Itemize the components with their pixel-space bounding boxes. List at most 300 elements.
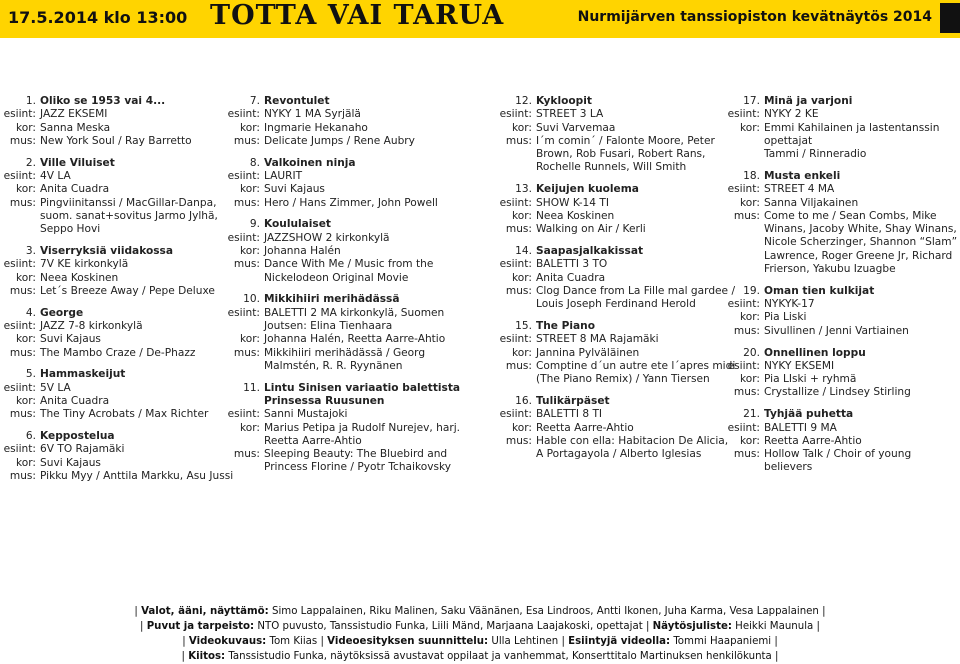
- entry-title-row: [0, 368, 234, 381]
- entry-number: 5.: [25, 368, 36, 381]
- entry-title: George: [40, 306, 84, 319]
- detail-label: mus:: [9, 284, 36, 297]
- entry-number: 21.: [743, 408, 760, 421]
- entry-title-row: [496, 395, 736, 408]
- entry-title: Koululaiset: [264, 218, 331, 231]
- detail-label: esiint:: [727, 421, 760, 434]
- detail-value: LAURIT: [264, 169, 303, 182]
- credit-names: Heikki Maunula: [731, 621, 814, 632]
- entry-title-row: [496, 245, 736, 258]
- detail-label: esiint:: [3, 443, 36, 456]
- entry-number: 12.: [515, 95, 532, 107]
- detail-value: BALETTI 8 TI: [536, 408, 603, 421]
- detail-label: esiint:: [227, 231, 260, 244]
- entry-detail-row: [724, 197, 960, 210]
- detail-value: Neea Koskinen: [536, 209, 615, 222]
- entry-detail-row: [0, 285, 234, 298]
- entry-title-row: [0, 95, 234, 108]
- detail-value: Come to me / Sean Combs, Mike Winans, Jacoby White, Shay Winans, Nicole Scherzinger, Shannon “Slam” Lawrence, Roger Greene Jr, Richard Frierson, Yakubu Izuagbe: [764, 209, 958, 276]
- entry-title-row: [0, 430, 234, 443]
- entry-detail-row: [496, 122, 736, 135]
- detail-value: I´m comin´ / Falonte Moore, Peter Brown, Rob Fusari, Robert Rans, Rochelle Runnels, Will Smith: [536, 134, 715, 174]
- detail-label: esiint:: [227, 408, 260, 421]
- detail-value: The Tiny Acrobats / Max Richter: [40, 408, 209, 421]
- program-entry: [0, 430, 234, 483]
- detail-label: kor:: [240, 244, 260, 257]
- detail-value: Jannina Pylväläinen: [536, 346, 640, 359]
- detail-value: Pia Liski: [764, 311, 807, 324]
- entry-detail-row: [0, 443, 234, 456]
- credit-role: Videokuvaus:: [188, 636, 267, 647]
- entry-title-row: [724, 170, 960, 183]
- entry-detail-row: [0, 272, 234, 285]
- entry-number: 2.: [25, 156, 36, 169]
- credit-role: Videoesityksen suunnittelu:: [327, 636, 489, 647]
- entry-detail-row: [496, 108, 736, 121]
- entry-detail-row: [724, 183, 960, 196]
- entry-detail-row: [0, 333, 234, 346]
- entry-detail-row: [0, 197, 234, 237]
- entry-detail-row: [496, 333, 736, 346]
- detail-value: Marius Petipa ja Rudolf Nurejev, harj. Reetta Aarre-Ahtio: [264, 421, 461, 447]
- date-time: 17.5.2014 klo 13:00: [8, 8, 188, 27]
- corner-block: [940, 3, 960, 33]
- detail-value: Sanni Mustajoki: [264, 408, 348, 421]
- entry-number: 14.: [515, 244, 532, 257]
- entry-detail-row: [0, 170, 234, 183]
- detail-value: NYKY 2 KE: [764, 108, 819, 121]
- credits-line: | Kiitos: Tanssistudio Funka, näytöksissä avustavat oppilaat ja vanhemmat, Konserttitalo Martinuksen henkilökunta |: [181, 651, 779, 662]
- detail-label: esiint:: [499, 108, 532, 121]
- entry-detail-row: [724, 360, 960, 373]
- entry-title-row: [724, 95, 960, 108]
- entry-title: The Piano: [536, 319, 596, 332]
- detail-label: kor:: [512, 121, 532, 134]
- detail-label: kor:: [740, 121, 760, 134]
- program-entry: [0, 95, 234, 148]
- program-entry: [496, 183, 736, 236]
- detail-label: mus:: [233, 258, 260, 271]
- detail-label: [724, 148, 764, 161]
- entry-detail-row: [224, 183, 470, 196]
- detail-label: mus:: [733, 324, 760, 337]
- detail-value: Anita Cuadra: [40, 394, 110, 407]
- entry-detail-row: [496, 272, 736, 285]
- detail-label: esiint:: [499, 333, 532, 346]
- detail-label: mus:: [233, 448, 260, 461]
- entry-title: Saapasjalkakissat: [536, 244, 644, 257]
- detail-value: NYKYK-17: [764, 298, 815, 311]
- detail-value: Suvi Kajaus: [40, 456, 101, 469]
- entry-detail-row: [496, 258, 736, 271]
- entry-detail-row: [496, 435, 736, 462]
- detail-value: Hable con ella: Habitacion De Alicia, A Portagayola / Alberto Iglesias: [536, 434, 729, 461]
- entry-title: Hammaskeijut: [40, 368, 126, 381]
- entry-detail-row: [724, 122, 960, 149]
- entry-detail-row: [224, 307, 470, 334]
- program-entry: [0, 245, 234, 298]
- program-entry: [224, 157, 470, 210]
- entry-title: Onnellinen loppu: [764, 346, 866, 359]
- entry-title: Minä ja varjoni: [764, 95, 853, 107]
- detail-label: kor:: [740, 196, 760, 209]
- detail-value: New York Soul / Ray Barretto: [40, 134, 192, 147]
- entry-title-row: [0, 245, 234, 258]
- entry-title-row: [224, 293, 470, 306]
- program-entry: [0, 307, 234, 360]
- entry-detail-row: [224, 245, 470, 258]
- program-entry: [724, 95, 960, 161]
- entry-title-row: [0, 157, 234, 170]
- detail-label: mus:: [233, 134, 260, 147]
- entry-detail-row: [724, 448, 960, 475]
- entry-detail-row: [224, 408, 470, 421]
- program-entry: [724, 170, 960, 276]
- detail-label: mus:: [733, 209, 760, 222]
- credits-line: | Valot, ääni, näyttämö: Simo Lappalainen, Riku Malinen, Saku Väänänen, Esa Lindroos, Antti Ikonen, Juha Karma, Vesa Lappalainen |: [134, 606, 826, 617]
- entry-detail-row: [724, 373, 960, 386]
- entry-number: 8.: [249, 156, 260, 169]
- entry-title: Tulikärpäset: [536, 394, 610, 407]
- credit-role: Näytösjuliste:: [652, 621, 732, 632]
- detail-value: BALETTI 2 MA kirkonkylä, Suomen Joutsen: Elina Tienhaara: [264, 306, 445, 332]
- detail-label: kor:: [740, 373, 760, 386]
- entry-detail-row: [496, 135, 736, 175]
- entry-title: Revontulet: [264, 95, 330, 107]
- entry-detail-row: [724, 435, 960, 448]
- program-column-2: [224, 95, 470, 483]
- entry-title: Ville Viluiset: [40, 156, 115, 169]
- entry-number: 15.: [515, 319, 532, 332]
- entry-detail-row: [0, 395, 234, 408]
- detail-label: mus:: [9, 134, 36, 147]
- entry-detail-row: [0, 408, 234, 421]
- detail-value: Comptine d´un autre ete l´apres midi (The Piano Remix) / Yann Tiersen: [536, 359, 736, 386]
- program-entry: [224, 218, 470, 284]
- detail-value: Sivullinen / Jenni Vartiainen: [764, 324, 909, 337]
- entry-number: 20.: [743, 346, 760, 359]
- entry-detail-row: [724, 210, 960, 276]
- entry-title: Keijujen kuolema: [536, 183, 639, 196]
- detail-label: mus:: [9, 346, 36, 359]
- entry-title: Keppostelua: [40, 430, 115, 443]
- program-column-3: [496, 95, 736, 470]
- program-entry: [724, 347, 960, 400]
- entry-title-row: [224, 157, 470, 170]
- detail-label: kor:: [16, 394, 36, 407]
- detail-value: The Mambo Craze / De-Phazz: [40, 346, 196, 359]
- detail-value: Delicate Jumps / Rene Aubry: [264, 134, 415, 147]
- detail-label: kor:: [240, 183, 260, 196]
- detail-label: mus:: [733, 386, 760, 399]
- detail-value: Sanna Meska: [40, 121, 111, 134]
- entry-number: 16.: [515, 394, 532, 407]
- detail-value: Suvi Kajaus: [40, 333, 101, 346]
- detail-label: kor:: [16, 333, 36, 346]
- program-entry: [496, 95, 736, 175]
- entry-detail-row: [224, 197, 470, 210]
- entry-number: 19.: [743, 284, 760, 297]
- program-column-1: [0, 95, 234, 492]
- detail-label: esiint:: [3, 108, 36, 121]
- detail-value: SHOW K-14 TI: [536, 196, 609, 209]
- detail-label: esiint:: [499, 258, 532, 271]
- detail-value: Clog Dance from La Fille mal gardee / Louis Joseph Ferdinand Herold: [536, 284, 736, 311]
- detail-value: NYKY 1 MA Syrjälä: [264, 108, 361, 121]
- detail-value: Pingviinitanssi / MacGillar-Danpa, suom. sanat+sovitus Jarmo Jylhä, Seppo Hovi: [40, 196, 218, 236]
- program-entry: [496, 320, 736, 386]
- detail-value: Mikkihiiri merihädässä / Georg Malmstén, R. R. Ryynänen: [264, 346, 426, 372]
- entry-title: Viserryksiä viidakossa: [40, 244, 174, 257]
- detail-label: mus:: [233, 346, 260, 359]
- detail-label: kor:: [16, 456, 36, 469]
- entry-detail-row: [496, 197, 736, 210]
- detail-value: Crystallize / Lindsey Stirling: [764, 386, 911, 399]
- detail-value: JAZZ 7-8 kirkonkylä: [40, 319, 143, 332]
- entry-title-row: [496, 183, 736, 196]
- program-entry: [496, 245, 736, 311]
- credit-names: Ulla Lehtinen: [488, 636, 559, 647]
- detail-value: Johanna Halén: [264, 244, 341, 257]
- entry-detail-row: [496, 210, 736, 223]
- credits-line: | Videokuvaus: Tom Kiias | Videoesityksen suunnittelu: Ulla Lehtinen | Esiintyjä videolla: Tommi Haapaniemi |: [182, 636, 778, 647]
- detail-value: NYKY EKSEMI: [764, 359, 835, 372]
- detail-value: Anita Cuadra: [40, 183, 110, 196]
- detail-label: esiint:: [3, 258, 36, 271]
- credit-names: NTO puvusto, Tanssistudio Funka, Liili Mänd, Marjaana Laajakoski, opettajat: [254, 621, 643, 632]
- entry-number: 18.: [743, 169, 760, 182]
- entry-detail-row: [496, 223, 736, 236]
- entry-detail-row: [724, 311, 960, 324]
- entry-number: 6.: [25, 430, 36, 443]
- entry-title: Mikkihiiri merihädässä: [264, 293, 400, 306]
- program-column-4: [724, 95, 960, 483]
- entry-detail-row: [0, 258, 234, 271]
- entry-title-row: [496, 320, 736, 333]
- entry-detail-row: [224, 333, 470, 346]
- detail-label: esiint:: [3, 169, 36, 182]
- program-entry: [224, 382, 470, 475]
- program-entry: [724, 285, 960, 338]
- entry-number: 3.: [25, 244, 36, 257]
- detail-label: esiint:: [3, 381, 36, 394]
- entry-detail-row: [224, 258, 470, 285]
- entry-number: 1.: [25, 95, 36, 107]
- program-entry: [224, 293, 470, 373]
- detail-value: JAZZ EKSEMI: [40, 108, 108, 121]
- detail-value: Hero / Hans Zimmer, John Powell: [264, 196, 438, 209]
- credit-role: Kiitos:: [188, 651, 226, 662]
- entry-detail-row: [724, 386, 960, 399]
- detail-value: Walking on Air / Kerli: [536, 223, 646, 236]
- detail-value: Suvi Varvemaa: [536, 121, 616, 134]
- event-title: Nurmijärven tanssiopiston kevätnäytös 2014: [577, 9, 932, 25]
- entry-title: Kykloopit: [536, 95, 592, 107]
- entry-detail-row: [496, 360, 736, 387]
- credit-names: Tanssistudio Funka, näytöksissä avustavat oppilaat ja vanhemmat, Konserttitalo Martinuksen henkilökunta: [225, 651, 772, 662]
- entry-detail-row: [496, 408, 736, 421]
- entry-title: Lintu Sinisen variaatio balettista Prinsessa Ruusunen: [264, 381, 461, 407]
- detail-label: esiint:: [727, 298, 760, 311]
- detail-label: kor:: [240, 421, 260, 434]
- credit-role: Esiintyjä videolla:: [568, 636, 671, 647]
- detail-label: kor:: [512, 271, 532, 284]
- entry-detail-row: [224, 347, 470, 374]
- detail-label: mus:: [733, 448, 760, 461]
- entry-number: 11.: [243, 381, 260, 394]
- credit-names: Simo Lappalainen, Riku Malinen, Saku Väänänen, Esa Lindroos, Antti Ikonen, Juha Karma, Vesa Lappalainen: [268, 606, 819, 617]
- detail-label: esiint:: [727, 108, 760, 121]
- entry-number: 13.: [515, 183, 532, 196]
- detail-value: STREET 8 MA Rajamäki: [536, 333, 659, 346]
- program-entry: [724, 408, 960, 474]
- detail-label: esiint:: [227, 108, 260, 121]
- detail-value: Neea Koskinen: [40, 271, 119, 284]
- entry-title: Tyhjää puhetta: [764, 408, 854, 421]
- credit-names: Tom Kiias: [266, 636, 318, 647]
- entry-title: Musta enkeli: [764, 169, 841, 182]
- entry-title: Oliko se 1953 vai 4...: [40, 95, 166, 107]
- entry-detail-row: [224, 122, 470, 135]
- detail-label: kor:: [16, 271, 36, 284]
- entry-detail-row: [224, 135, 470, 148]
- credit-names: Tommi Haapaniemi: [670, 636, 772, 647]
- detail-value: Suvi Kajaus: [264, 183, 325, 196]
- entry-detail-row: [724, 422, 960, 435]
- detail-label: mus:: [505, 284, 532, 297]
- detail-label: esiint:: [499, 408, 532, 421]
- entry-detail-row: [0, 135, 234, 148]
- detail-value: STREET 4 MA: [764, 183, 835, 196]
- entry-title-row: [0, 307, 234, 320]
- detail-label: esiint:: [727, 359, 760, 372]
- program-entry: [224, 95, 470, 148]
- detail-label: mus:: [9, 196, 36, 209]
- detail-value: 7V KE kirkonkylä: [40, 258, 129, 271]
- detail-label: kor:: [512, 421, 532, 434]
- detail-value: Let´s Breeze Away / Pepe Deluxe: [40, 284, 215, 297]
- entry-detail-row: [724, 298, 960, 311]
- entry-title-row: [496, 95, 736, 108]
- credits-footer: [0, 604, 960, 664]
- detail-value: 4V LA: [40, 169, 71, 182]
- entry-detail-row: [0, 457, 234, 470]
- entry-title-row: [724, 285, 960, 298]
- detail-label: esiint:: [227, 306, 260, 319]
- entry-number: 4.: [25, 306, 36, 319]
- detail-label: kor:: [740, 434, 760, 447]
- detail-label: mus:: [233, 196, 260, 209]
- detail-value: Ingmarie Hekanaho: [264, 121, 368, 134]
- entry-detail-row: [496, 347, 736, 360]
- detail-value: 5V LA: [40, 381, 71, 394]
- detail-label: mus:: [9, 408, 36, 421]
- entry-detail-row: [0, 470, 234, 483]
- detail-value: Emmi Kahilainen ja lastentanssin opettajat: [764, 121, 940, 147]
- page-title: TOTTA VAI TARUA: [210, 0, 505, 31]
- detail-label: esiint:: [499, 196, 532, 209]
- detail-value: BALETTI 9 MA: [764, 421, 837, 434]
- detail-value: BALETTI 3 TO: [536, 258, 608, 271]
- detail-value: STREET 3 LA: [536, 108, 604, 121]
- entry-number: 7.: [249, 95, 260, 107]
- detail-label: kor:: [740, 311, 760, 324]
- detail-value: Dance With Me / Music from the Nickelodeon Original Movie: [264, 258, 434, 284]
- detail-label: mus:: [505, 434, 532, 447]
- detail-value: Tammi / Rinneradio: [764, 148, 867, 161]
- detail-value: Hollow Talk / Choir of young believers: [764, 448, 912, 474]
- detail-label: esiint:: [227, 169, 260, 182]
- detail-value: Reetta Aarre-Ahtio: [536, 421, 634, 434]
- entry-detail-row: [496, 285, 736, 312]
- entry-detail-row: [0, 183, 234, 196]
- detail-label: esiint:: [3, 319, 36, 332]
- credits-line: | Puvut ja tarpeisto: NTO puvusto, Tanssistudio Funka, Liili Mänd, Marjaana Laajakoski, opettajat | Näytösjuliste: Heikki Maunula |: [140, 621, 820, 632]
- detail-value: Sanna Viljakainen: [764, 196, 859, 209]
- credit-role: Puvut ja tarpeisto:: [146, 621, 255, 632]
- entry-detail-row: [224, 448, 470, 475]
- entry-detail-row: [724, 148, 960, 161]
- program-entry: [0, 368, 234, 421]
- detail-label: kor:: [240, 121, 260, 134]
- detail-label: mus:: [505, 359, 532, 372]
- entry-number: 10.: [243, 293, 260, 306]
- entry-title: Oman tien kulkijat: [764, 284, 875, 297]
- detail-value: 6V TO Rajamäki: [40, 443, 125, 456]
- entry-title-row: [224, 382, 470, 409]
- entry-title-row: [724, 408, 960, 421]
- entry-detail-row: [224, 422, 470, 449]
- entry-detail-row: [0, 122, 234, 135]
- entry-detail-row: [224, 170, 470, 183]
- entry-detail-row: [0, 347, 234, 360]
- program-entry: [0, 157, 234, 237]
- detail-label: kor:: [16, 121, 36, 134]
- detail-label: kor:: [240, 333, 260, 346]
- detail-value: Sleeping Beauty: The Bluebird and Princess Florine / Pyotr Tchaikovsky: [264, 448, 452, 474]
- detail-value: JAZZSHOW 2 kirkonkylä: [264, 231, 390, 244]
- header-bar: [0, 0, 960, 38]
- credit-role: Valot, ääni, näyttämö:: [141, 606, 269, 617]
- detail-label: esiint:: [727, 183, 760, 196]
- entry-detail-row: [0, 108, 234, 121]
- entry-number: 17.: [743, 95, 760, 107]
- entry-detail-row: [224, 232, 470, 245]
- detail-value: Reetta Aarre-Ahtio: [764, 434, 862, 447]
- entry-detail-row: [0, 382, 234, 395]
- entry-detail-row: [0, 320, 234, 333]
- detail-label: mus:: [9, 469, 36, 482]
- detail-value: Johanna Halén, Reetta Aarre-Ahtio: [264, 333, 446, 346]
- entry-title: Valkoinen ninja: [264, 156, 356, 169]
- detail-label: kor:: [512, 209, 532, 222]
- detail-label: kor:: [16, 183, 36, 196]
- entry-detail-row: [496, 422, 736, 435]
- detail-value: Pia LIski + ryhmä: [764, 373, 857, 386]
- entry-detail-row: [224, 108, 470, 121]
- detail-value: Anita Cuadra: [536, 271, 606, 284]
- program-entry: [496, 395, 736, 461]
- detail-value: Pikku Myy / Anttila Markku, Asu Jussi: [40, 469, 234, 482]
- entry-title-row: [224, 95, 470, 108]
- detail-label: kor:: [512, 346, 532, 359]
- entry-title-row: [224, 218, 470, 231]
- detail-label: mus:: [505, 134, 532, 147]
- entry-number: 9.: [249, 218, 260, 231]
- entry-detail-row: [724, 325, 960, 338]
- entry-title-row: [724, 347, 960, 360]
- entry-detail-row: [724, 108, 960, 121]
